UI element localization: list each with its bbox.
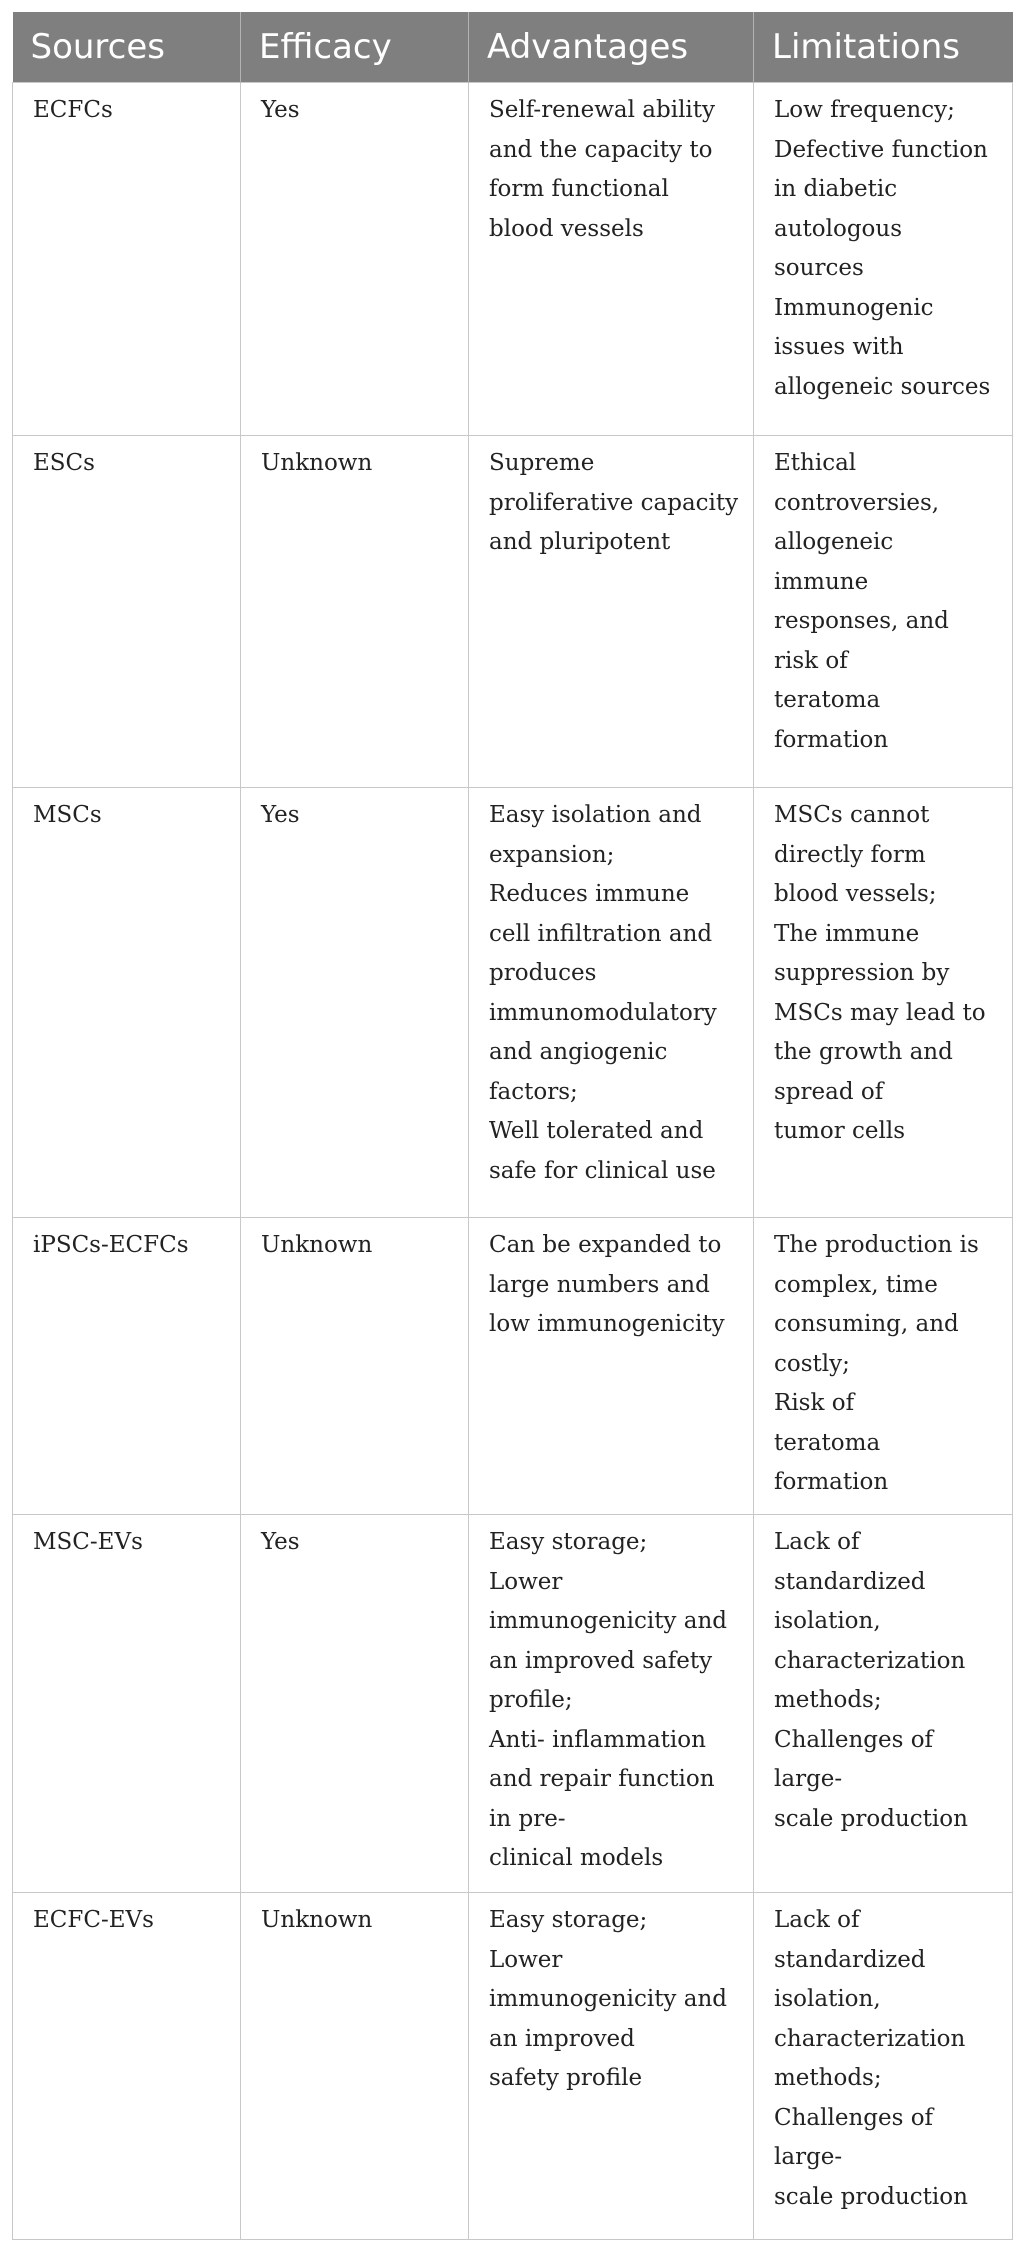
limitations-cell (754, 788, 1013, 1218)
advantages-cell-line: profile; (489, 1687, 573, 1713)
limitations-cell-line: Risk of (774, 1390, 855, 1416)
limitations-cell-line: formation (774, 726, 889, 753)
efficacy-cell-text: Unknown (261, 1907, 373, 1933)
advantages-cell-line: produces (489, 960, 597, 986)
efficacy-cell (241, 1893, 469, 2240)
advantages-cell-line: an improved safety (489, 1647, 713, 1674)
source-cell (13, 1218, 241, 1515)
limitations-cell-line: formation (774, 1469, 889, 1495)
advantages-cell-line: Easy storage; (489, 1907, 648, 1933)
limitations-cell-line: MSCs cannot (774, 802, 930, 828)
efficacy-cell-text: Unknown (261, 450, 373, 476)
header-sources: Sources (13, 12, 241, 83)
advantages-cell (469, 83, 754, 436)
efficacy-cell-text: Yes (261, 802, 300, 828)
limitations-cell-line: blood vessels; (774, 881, 937, 907)
advantages-cell-line: blood vessels (489, 215, 644, 242)
table-row (13, 1515, 1013, 1893)
source-cell (13, 436, 241, 788)
advantages-cell-line: and pluripotent (489, 529, 671, 555)
advantages-cell-line: immunogenicity and (489, 1986, 727, 2012)
advantages-cell-line: in pre- (489, 1805, 566, 1832)
limitations-cell-line: Immunogenic (774, 294, 934, 321)
source-cell-text: MSC-EVs (33, 1529, 143, 1555)
limitations-cell-line: The production is (774, 1232, 979, 1258)
limitations-cell-line: directly form (774, 841, 926, 868)
advantages-cell-line: Easy isolation and (489, 802, 702, 828)
limitations-cell (754, 1893, 1013, 2240)
advantages-cell-line: clinical models (489, 1845, 664, 1871)
table-row (13, 436, 1013, 788)
limitations-cell-line: sources (774, 255, 864, 281)
advantages-cell-line: Lower (489, 1946, 563, 1973)
sources-table (12, 12, 1013, 2240)
advantages-cell-line: and repair function (489, 1766, 715, 1792)
limitations-cell (754, 1218, 1013, 1515)
limitations-cell-line: Challenges of (774, 2104, 934, 2131)
efficacy-cell (241, 788, 469, 1218)
advantages-cell-line: low immunogenicity (489, 1311, 725, 1337)
advantages-cell (469, 1515, 754, 1893)
advantages-cell-line: Self-renewal ability (489, 97, 716, 123)
limitations-cell-line: issues with (774, 334, 904, 360)
efficacy-cell-text: Yes (261, 1529, 300, 1555)
limitations-cell (754, 83, 1013, 436)
advantages-cell-line: expansion; (489, 841, 615, 868)
advantages-cell-line: an improved (489, 2025, 635, 2052)
limitations-cell-line: isolation, (774, 1986, 881, 2012)
header-efficacy: Efficacy (241, 12, 469, 83)
limitations-cell-line: large- (774, 2144, 843, 2170)
source-cell (13, 1893, 241, 2240)
efficacy-cell (241, 83, 469, 436)
advantages-cell-line: factors; (489, 1078, 578, 1105)
limitations-cell-line: controversies, (774, 489, 940, 516)
advantages-cell-line: Can be expanded to (489, 1232, 722, 1258)
limitations-cell-line: Ethical (774, 450, 857, 476)
limitations-cell-line: Defective function (774, 136, 988, 163)
limitations-cell-line: Low frequency; (774, 97, 955, 123)
limitations-cell-line: standardized (774, 1946, 926, 1973)
advantages-cell (469, 1218, 754, 1515)
limitations-cell-line: responses, and (774, 608, 949, 634)
limitations-cell-line: immune (774, 568, 869, 595)
advantages-cell-line: Anti- inflammation (489, 1726, 706, 1753)
limitations-cell-line: risk of (774, 647, 848, 674)
limitations-cell-line: isolation, (774, 1608, 881, 1634)
advantages-cell-line: and angiogenic (489, 1039, 668, 1065)
limitations-cell-line: methods; (774, 2065, 882, 2091)
advantages-cell (469, 1893, 754, 2240)
limitations-cell-line: scale production (774, 1805, 968, 1832)
advantages-cell-line: Well tolerated and (489, 1118, 704, 1144)
limitations-cell-line: in diabetic (774, 176, 898, 202)
limitations-cell-line: standardized (774, 1568, 926, 1595)
efficacy-cell (241, 1515, 469, 1893)
efficacy-cell-text: Unknown (261, 1232, 373, 1258)
limitations-cell-line: suppression by (774, 960, 950, 986)
limitations-cell-line: Lack of (774, 1907, 860, 1933)
table-row (13, 788, 1013, 1218)
advantages-cell-line: cell infiltration and (489, 920, 713, 947)
table-body (13, 83, 1013, 2240)
limitations-cell-line: characterization (774, 1647, 966, 1674)
limitations-cell-line: tumor cells (774, 1118, 906, 1144)
advantages-cell-line: Lower (489, 1568, 563, 1595)
limitations-cell-line: allogeneic (774, 529, 894, 555)
advantages-cell-line: large numbers and (489, 1271, 710, 1298)
limitations-cell-line: Challenges of (774, 1726, 934, 1753)
source-cell-text: ESCs (33, 450, 95, 476)
efficacy-cell (241, 436, 469, 788)
limitations-cell-line: The immune (774, 920, 920, 947)
source-cell (13, 788, 241, 1218)
source-cell-text: ECFC-EVs (33, 1907, 154, 1933)
advantages-cell-line: safety profile (489, 2065, 643, 2091)
advantages-cell-line: Easy storage; (489, 1529, 648, 1555)
table-row (13, 1218, 1013, 1515)
limitations-cell-line: autologous (774, 215, 903, 242)
limitations-cell-line: characterization (774, 2025, 966, 2052)
advantages-cell-line: and the capacity to (489, 136, 713, 163)
limitations-cell-line: Lack of (774, 1529, 860, 1555)
efficacy-cell (241, 1218, 469, 1515)
efficacy-cell-text: Yes (261, 97, 300, 123)
advantages-cell-line: safe for clinical use (489, 1157, 716, 1184)
advantages-cell-line: Reduces immune (489, 881, 690, 907)
header-limitations: Limitations (754, 12, 1013, 83)
limitations-cell (754, 436, 1013, 788)
source-cell (13, 1515, 241, 1893)
advantages-cell (469, 788, 754, 1218)
table-row (13, 83, 1013, 436)
advantages-cell-line: immunomodulatory (489, 999, 717, 1026)
header-advantages: Advantages (469, 12, 754, 83)
advantages-cell-line: proliferative capacity (489, 489, 739, 516)
advantages-cell-line: form functional (489, 176, 669, 202)
limitations-cell-line: allogeneic sources (774, 373, 991, 400)
limitations-cell-line: teratoma (774, 1429, 881, 1456)
limitations-cell-line: teratoma (774, 687, 881, 713)
limitations-cell-line: spread of (774, 1078, 884, 1105)
limitations-cell-line: large- (774, 1766, 843, 1792)
table-row (13, 1893, 1013, 2240)
limitations-cell (754, 1515, 1013, 1893)
limitations-cell-line: complex, time (774, 1271, 938, 1298)
limitations-cell-line: methods; (774, 1687, 882, 1713)
limitations-cell-line: the growth and (774, 1039, 953, 1065)
source-cell-text: ECFCs (33, 97, 113, 123)
limitations-cell-line: costly; (774, 1350, 850, 1377)
source-cell-text: iPSCs-ECFCs (33, 1232, 189, 1258)
limitations-cell-line: scale production (774, 2183, 968, 2210)
source-cell (13, 83, 241, 436)
advantages-cell (469, 436, 754, 788)
limitations-cell-line: MSCs may lead to (774, 999, 986, 1026)
advantages-cell-line: Supreme (489, 450, 595, 476)
advantages-cell-line: immunogenicity and (489, 1608, 727, 1634)
source-cell-text: MSCs (33, 802, 102, 828)
limitations-cell-line: consuming, and (774, 1311, 959, 1337)
header-row (13, 12, 1013, 83)
